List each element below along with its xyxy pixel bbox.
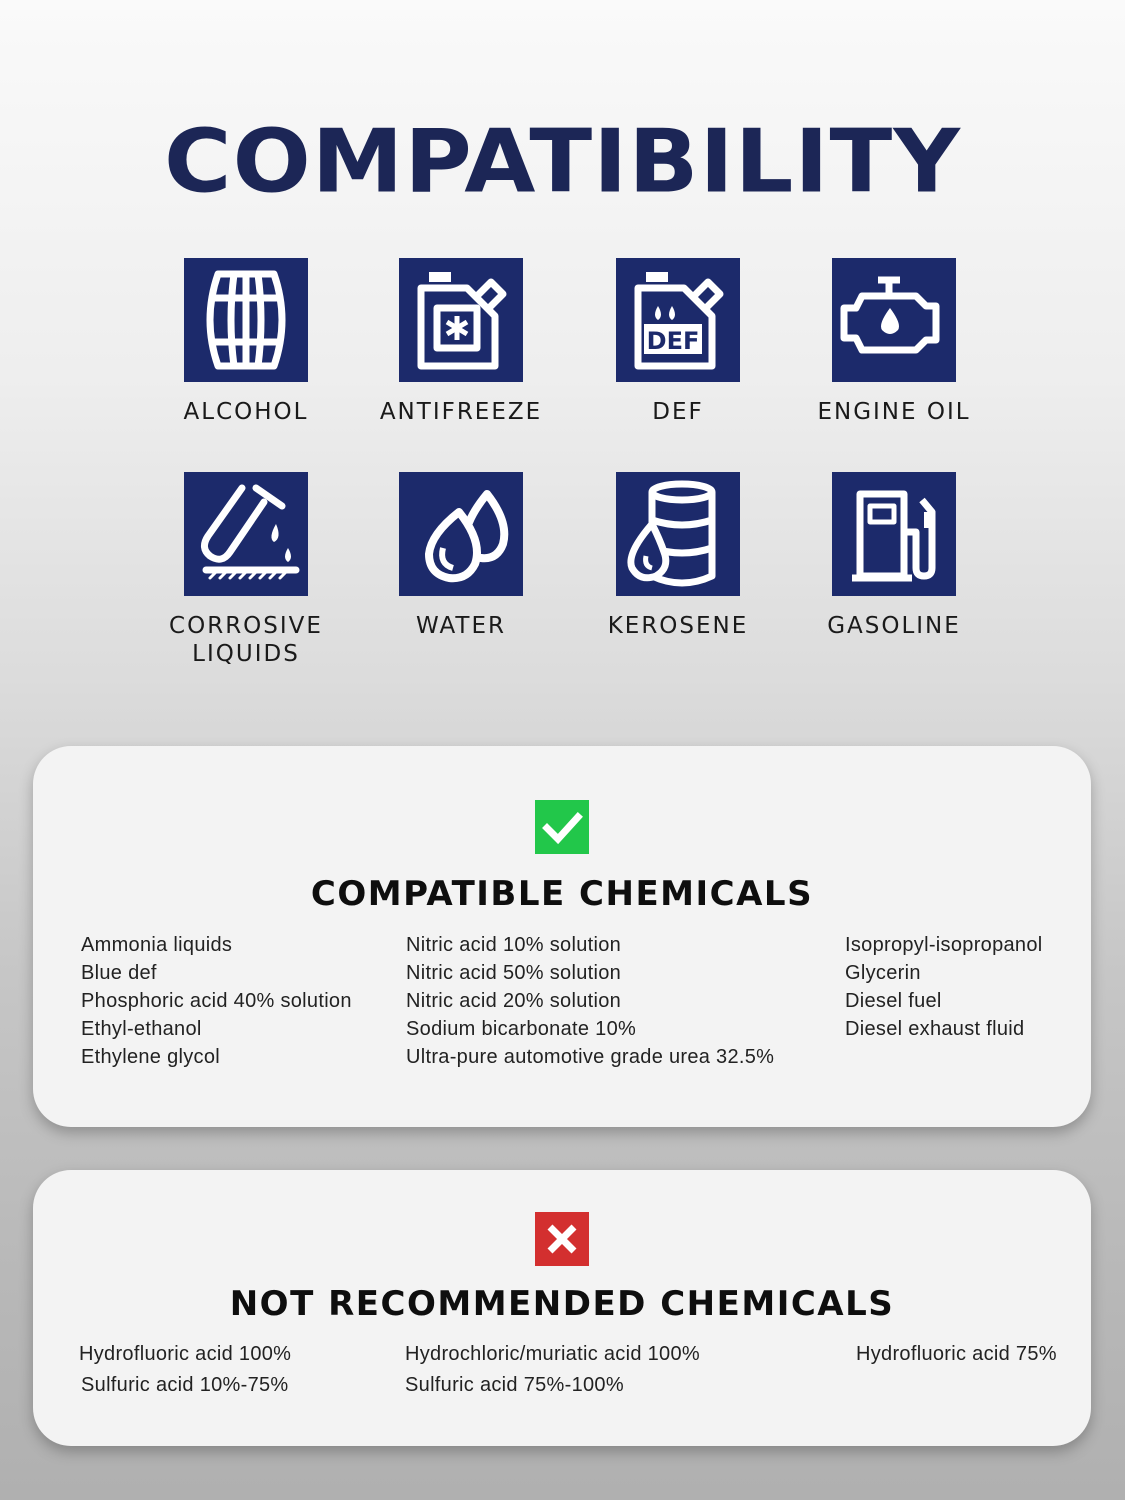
- svg-text:DEF: DEF: [646, 327, 700, 355]
- list-item: Nitric acid 10% solution: [406, 934, 622, 956]
- kerosene-drum-icon: [616, 472, 740, 596]
- tile-label: ANTIFREEZE: [379, 399, 543, 425]
- compatibility-icon-grid: [0, 0, 1125, 700]
- compatible-column-3: [845, 931, 1043, 1043]
- list-item: Diesel exhaust fluid: [845, 1018, 1025, 1040]
- not-recommended-column-2: [405, 1339, 700, 1401]
- engine-oil-icon: [832, 258, 956, 382]
- not-recommended-column-1: [79, 1339, 291, 1401]
- tile-label: [126, 612, 366, 668]
- def-jug-icon: [616, 258, 740, 382]
- tile-label: WATER: [416, 613, 506, 639]
- tile-label: GASOLINE: [827, 613, 961, 639]
- list-item: Diesel fuel: [845, 990, 942, 1012]
- list-item: Blue def: [81, 962, 157, 984]
- tile-label-line2: LIQUIDS: [192, 641, 300, 667]
- list-item: Nitric acid 50% solution: [406, 962, 622, 984]
- list-item: Sodium bicarbonate 10%: [406, 1018, 637, 1040]
- not-recommended-column-3: [856, 1339, 1057, 1370]
- list-item: Ethyl-ethanol: [81, 1018, 202, 1040]
- not-recommended-chemicals-card: [33, 1170, 1091, 1446]
- list-item: Nitric acid 20% solution: [406, 990, 622, 1012]
- tile-label: ENGINE OIL: [817, 399, 971, 425]
- list-item: Ultra-pure automotive grade urea 32.5%: [406, 1046, 775, 1068]
- list-item: Ammonia liquids: [81, 934, 233, 956]
- compatible-chemicals-card: [33, 746, 1091, 1127]
- list-item: Hydrofluoric acid 75%: [856, 1343, 1057, 1365]
- not-recommended-title: NOT RECOMMENDED CHEMICALS: [229, 1284, 895, 1324]
- tile-label: DEF: [652, 399, 704, 425]
- tile-label: ALCOHOL: [183, 399, 309, 425]
- tile-label: KEROSENE: [607, 613, 749, 639]
- list-item: Hydrochloric/muriatic acid 100%: [405, 1343, 700, 1365]
- compatible-column-1: [81, 931, 352, 1071]
- barrel-icon: [184, 258, 308, 382]
- compatible-column-2: [406, 931, 774, 1071]
- page-title: COMPATIBILITY: [164, 110, 961, 213]
- list-item: Phosphoric acid 40% solution: [81, 990, 352, 1012]
- tile-label-line1: CORROSIVE: [169, 613, 323, 639]
- water-drops-icon: [399, 472, 523, 596]
- list-item: Isopropyl-isopropanol: [845, 934, 1043, 956]
- list-item: Glycerin: [845, 962, 921, 984]
- cross-icon: [535, 1212, 589, 1266]
- list-item: Sulfuric acid 75%-100%: [405, 1374, 624, 1396]
- compatible-title: COMPATIBLE CHEMICALS: [310, 874, 814, 914]
- checkmark-icon: [535, 800, 589, 854]
- list-item: Sulfuric acid 10%-75%: [81, 1374, 289, 1396]
- antifreeze-jug-icon: [399, 258, 523, 382]
- list-item: Hydrofluoric acid 100%: [79, 1343, 292, 1365]
- list-item: Ethylene glycol: [81, 1046, 221, 1068]
- fuel-pump-icon: [832, 472, 956, 596]
- test-tube-icon: [184, 472, 308, 596]
